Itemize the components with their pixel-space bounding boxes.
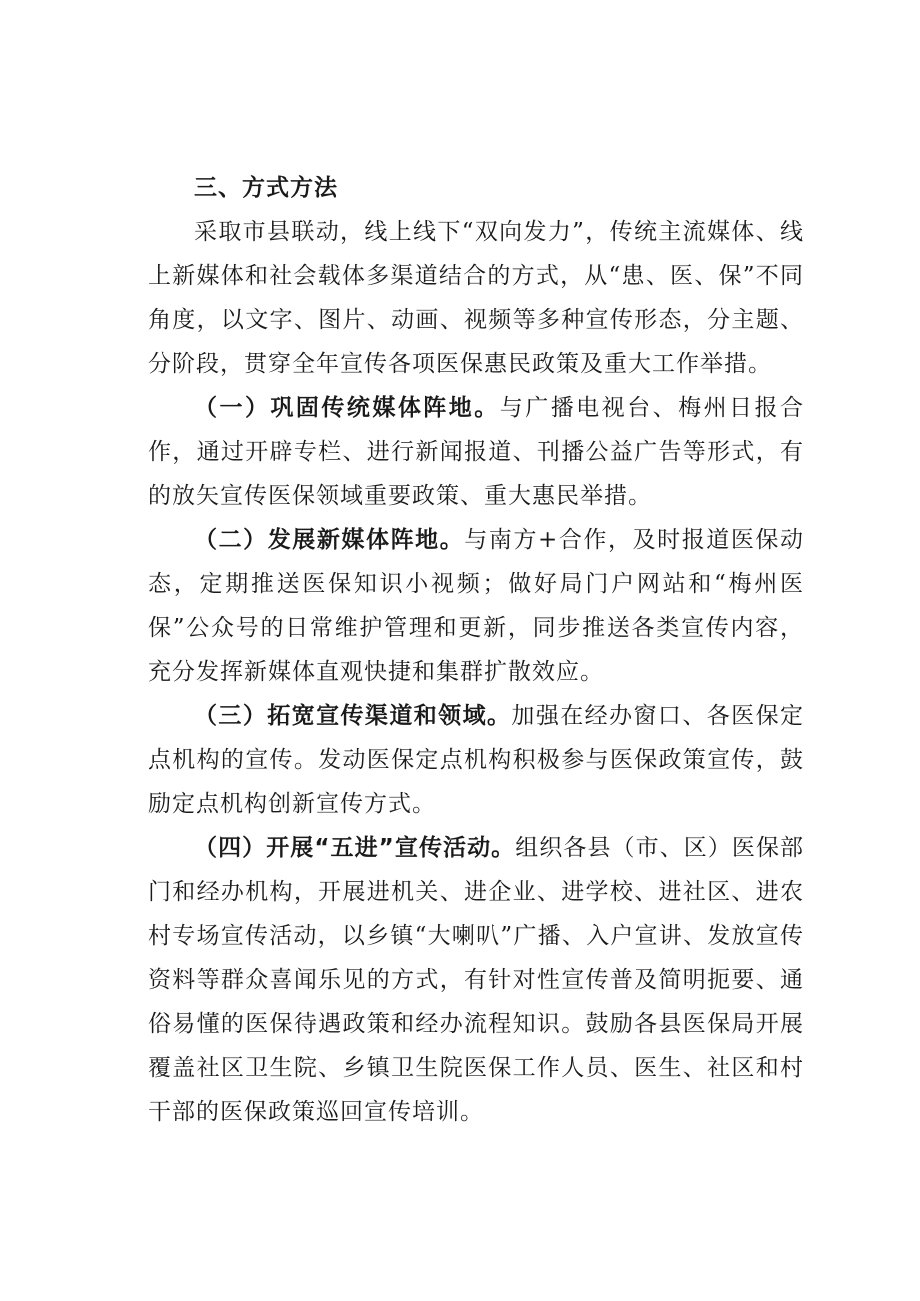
intro-paragraph: 采取市县联动，线上线下“双向发力”，传统主流媒体、线上新媒体和社会载体多渠道结合的方式，从“患、医、保”不同角度，以文字、图片、动画、视频等多种宣传形态，分主题、分阶段，贯穿全年宣传各项医保惠民政策及重大工作举措。 (148, 219, 804, 377)
item-paragraph-3 (148, 694, 804, 826)
item-body: 组织各县（市、区）医保部门和经办机构，开展进机关、进企业、进学校、进社区、进农村专场宣传活动，以乡镇“大喇叭”广播、入户宣讲、发放宣传资料等群众喜闻乐见的方式，有针对性宣传普及简明扼要、通俗易懂的医保待遇政策和经办流程知识。鼓励各县医保局开展覆盖社区卫生院、乡镇卫生院医保工作人员、医生、社区和村干部的医保政策巡回宣传培训。 (148, 835, 805, 1125)
item-lead: （四）开展“五进”宣传活动。 (194, 835, 516, 861)
section-heading: 三、方式方法 (194, 175, 338, 201)
item-body: 与南方+合作，及时报道医保动态，定期推送医保知识小视频；做好局门户网站和“梅州医保”公众号的日常维护管理和更新，同步推送各类宣传内容，充分发挥新媒体直观快捷和集群扩散效应。 (148, 527, 804, 685)
item-body: 加强在经办窗口、各医保定点机构的宣传。发动医保定点机构积极参与医保政策宣传，鼓励定点机构创新宣传方式。 (148, 703, 805, 817)
item-body: 与广播电视台、梅州日报合作，通过开辟专栏、进行新闻报道、刊播公益广告等形式，有的放矢宣传医保领域重要政策、重大惠民举措。 (148, 395, 805, 509)
item-lead: （一）巩固传统媒体阵地。 (194, 395, 500, 421)
item-lead: （二）发展新媒体阵地。 (194, 527, 465, 553)
item-paragraph-2 (148, 518, 804, 694)
document-body (148, 166, 804, 1134)
item-paragraph-4 (148, 826, 804, 1134)
item-paragraph-1 (148, 386, 804, 518)
item-lead: （三）拓宽宣传渠道和领域。 (194, 703, 512, 729)
